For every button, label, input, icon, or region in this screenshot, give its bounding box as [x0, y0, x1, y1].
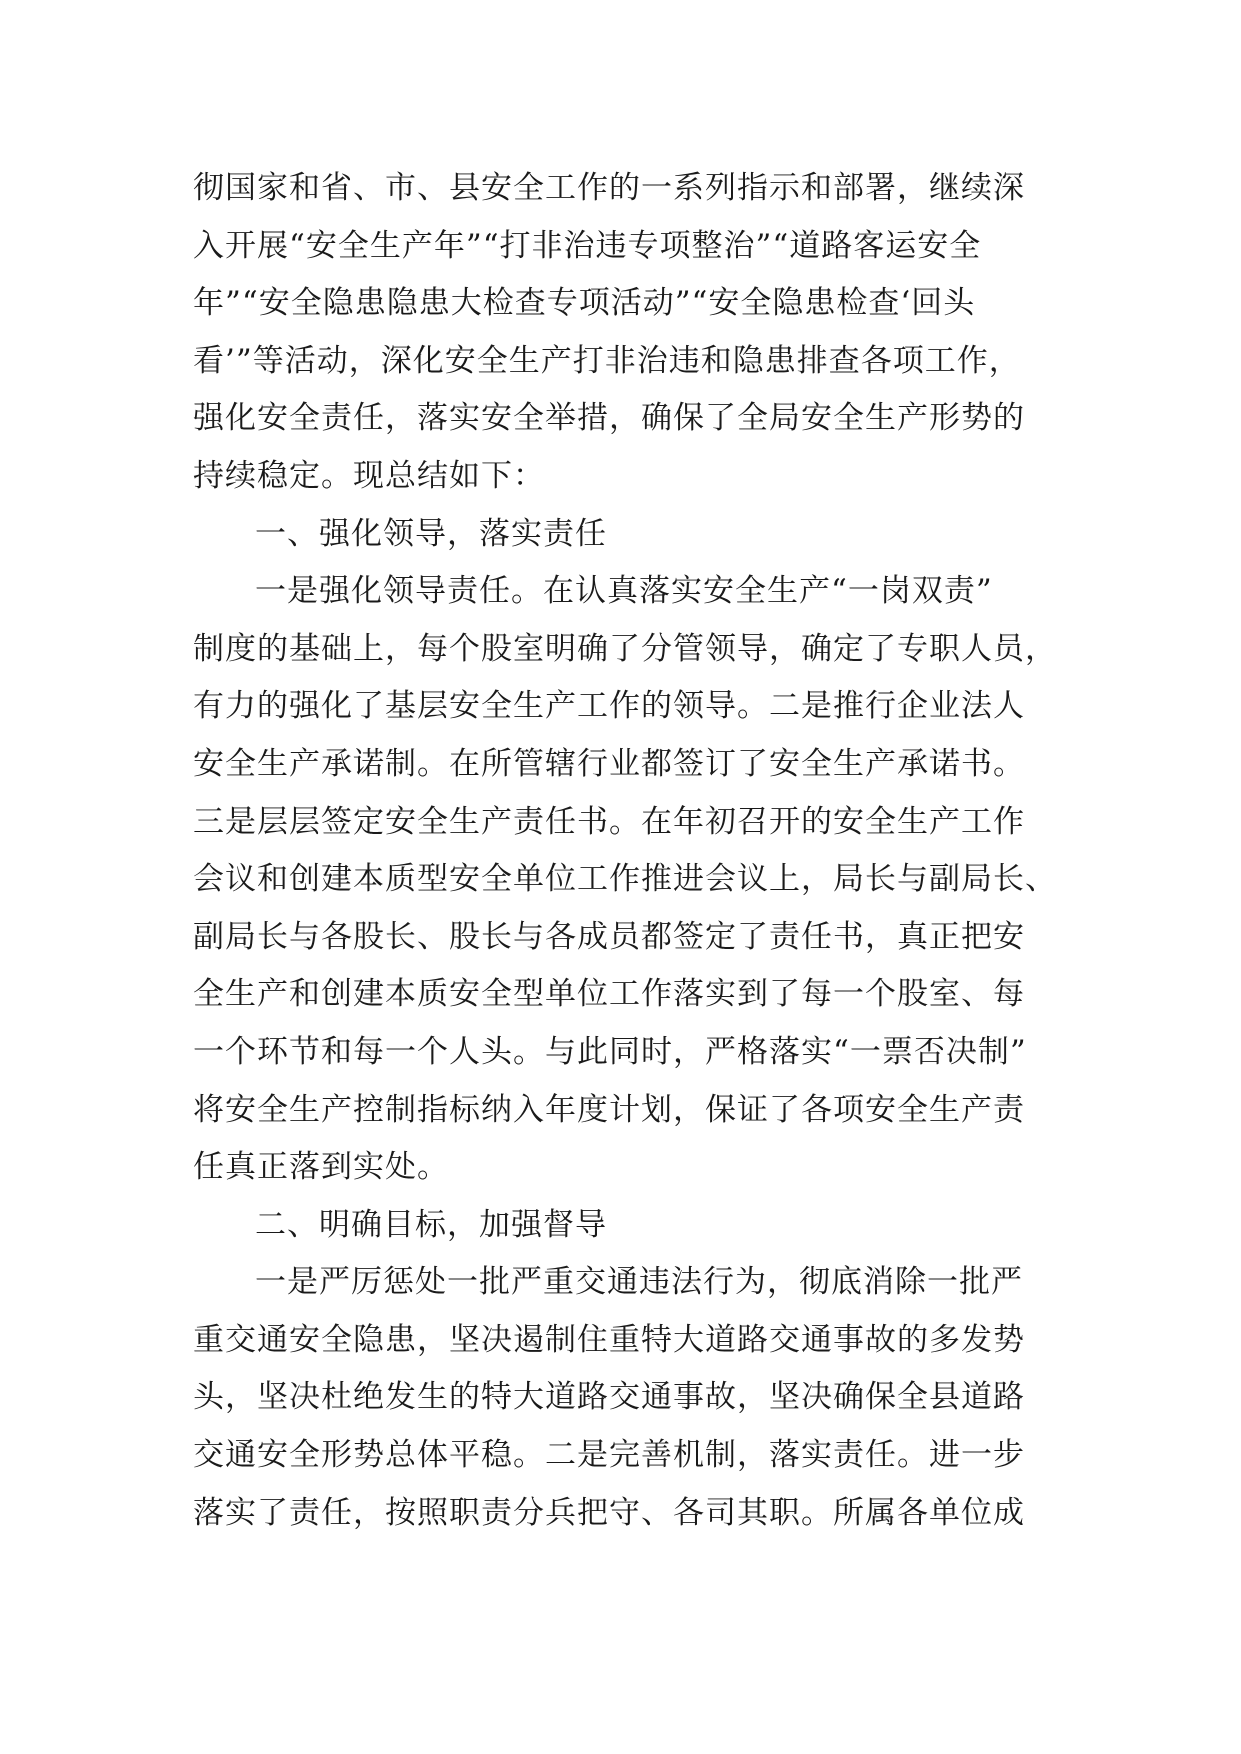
section-heading: 二、明确目标，加强督导	[255, 1206, 607, 1243]
body-line: 将安全生产控制指标纳入年度计划，保证了各项安全生产责	[193, 1091, 1025, 1128]
body-line: 强化安全责任，落实安全举措，确保了全局安全生产形势的	[193, 400, 1025, 437]
body-line: 一个环节和每一个人头。与此同时，严格落实“一票否决制”	[193, 1033, 1027, 1070]
body-line: 头，坚决杜绝发生的特大道路交通事故，坚决确保全县道路	[193, 1379, 1025, 1416]
body-line: 任真正落到实处。	[193, 1149, 449, 1186]
body-line: 落实了责任，按照职责分兵把守、各司其职。所属各单位成	[193, 1494, 1025, 1531]
body-line: 有力的强化了基层安全生产工作的领导。二是推行企业法人	[193, 688, 1025, 725]
body-line: 年”“安全隐患隐患大检查专项活动”“安全隐患检查‘回头	[193, 285, 976, 322]
body-line: 入开展“安全生产年”“打非治违专项整治”“道路客运安全	[193, 227, 982, 264]
body-line: 制度的基础上，每个股室明确了分管领导，确定了专职人员，	[193, 630, 1057, 667]
body-line: 看’”等活动，深化安全生产打非治违和隐患排查各项工作，	[193, 342, 1021, 379]
body-line: 安全生产承诺制。在所管辖行业都签订了安全生产承诺书。	[193, 745, 1025, 782]
body-line: 交通安全形势总体平稳。二是完善机制，落实责任。进一步	[193, 1437, 1025, 1474]
paragraph-first-line: 一是强化领导责任。在认真落实安全生产“一岗双责”	[255, 573, 993, 610]
body-line: 全生产和创建本质安全型单位工作落实到了每一个股室、每	[193, 976, 1025, 1013]
body-line: 持续稳定。现总结如下：	[193, 457, 545, 494]
paragraph-first-line: 一是严厉惩处一批严重交通违法行为，彻底消除一批严	[255, 1264, 1023, 1301]
document-body	[193, 160, 1063, 1542]
section-heading: 一、强化领导，落实责任	[255, 515, 607, 552]
body-line: 会议和创建本质型安全单位工作推进会议上，局长与副局长、	[193, 861, 1057, 898]
body-line: 三是层层签定安全生产责任书。在年初召开的安全生产工作	[193, 803, 1025, 840]
body-line: 彻国家和省、市、县安全工作的一系列指示和部署，继续深	[193, 170, 1025, 206]
body-line: 重交通安全隐患，坚决遏制住重特大道路交通事故的多发势	[193, 1321, 1025, 1358]
body-line: 副局长与各股长、股长与各成员都签定了责任书，真正把安	[193, 918, 1025, 955]
